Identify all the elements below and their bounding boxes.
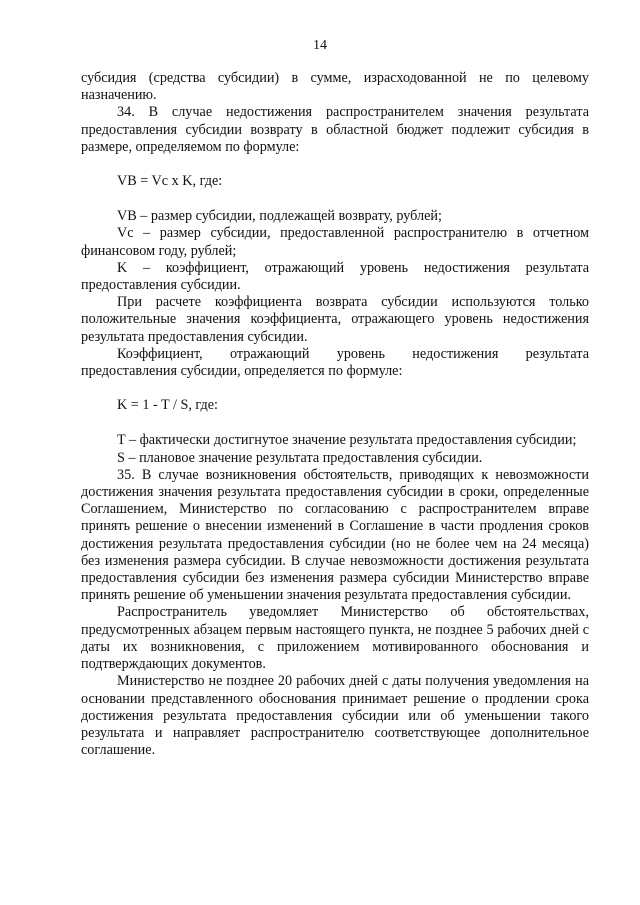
paragraph-subsidy-misuse: субсидия (средства субсидии) в сумме, израсходованной не по целевому назначению. bbox=[81, 70, 589, 104]
paragraph-distributor-notice: Распространитель уведомляет Министерство об обстоятельствах, предусмотренных абзацем первым настоящего пункта, не позднее 5 рабочих дней с даты их возникновения, с приложением мотивированного обоснования и подтверждающих документов. bbox=[81, 604, 589, 673]
definition-vb: VB – размер субсидии, подлежащей возврату, рублей; bbox=[117, 208, 442, 225]
formula-vb: VB = Vc x K, где: bbox=[117, 173, 223, 190]
paragraph-coefficient-formula-intro: Коэффициент, отражающий уровень недостижения результата предоставления субсидии, определяется по формуле: bbox=[81, 345, 589, 380]
paragraph-item-35: 35. В случае возникновения обстоятельств, приводящих к невозможности достижения значения результата предоставления субсидии в сроки, определенные Соглашением, Министерство по согласованию с распространителем вправе принять решение о внесении изменений в Соглашение в части продления сроков достижения результата предоставления субсидии (но не более чем на 24 месяца) без изменения размера субсидии. В случае невозможности достижения результата предоставления субсидии без изменения размера субсидии Министерство вправе принять решение об уменьшении значения результата предоставления субсидии. bbox=[81, 466, 589, 604]
definition-s: S – плановое значение результата предоставления субсидии. bbox=[117, 449, 483, 466]
paragraph-item-34: 34. В случае недостижения распространителем значения результата предоставления субсидии возврату в областной бюджет подлежит субсидия в размере, определяемом по формуле: bbox=[81, 104, 589, 155]
definition-vc: Vc – размер субсидии, предоставленной распространителю в отчетном финансовом году, рублей; bbox=[81, 225, 589, 259]
paragraph-coefficient-positive: При расчете коэффициента возврата субсидии используются только положительные значения коэффициента, отражающего уровень недостижения результата предоставления субсидии. bbox=[81, 294, 589, 345]
definition-k: K – коэффициент, отражающий уровень недостижения результата предоставления субсидии. bbox=[81, 259, 589, 294]
definition-t: T – фактически достигнутое значение результата предоставления субсидии; bbox=[117, 432, 577, 449]
paragraph-ministry-decision: Министерство не позднее 20 рабочих дней с даты получения уведомления на основании представленного обоснования принимает решение о продлении срока достижения результата предоставления субсидии или об уменьшении такого результата и направляет распространителю соответствующее дополнительное соглашение. bbox=[81, 673, 589, 759]
page-number: 14 bbox=[313, 38, 327, 53]
formula-k: K = 1 - T / S, где: bbox=[117, 397, 218, 414]
document-body bbox=[81, 70, 589, 759]
